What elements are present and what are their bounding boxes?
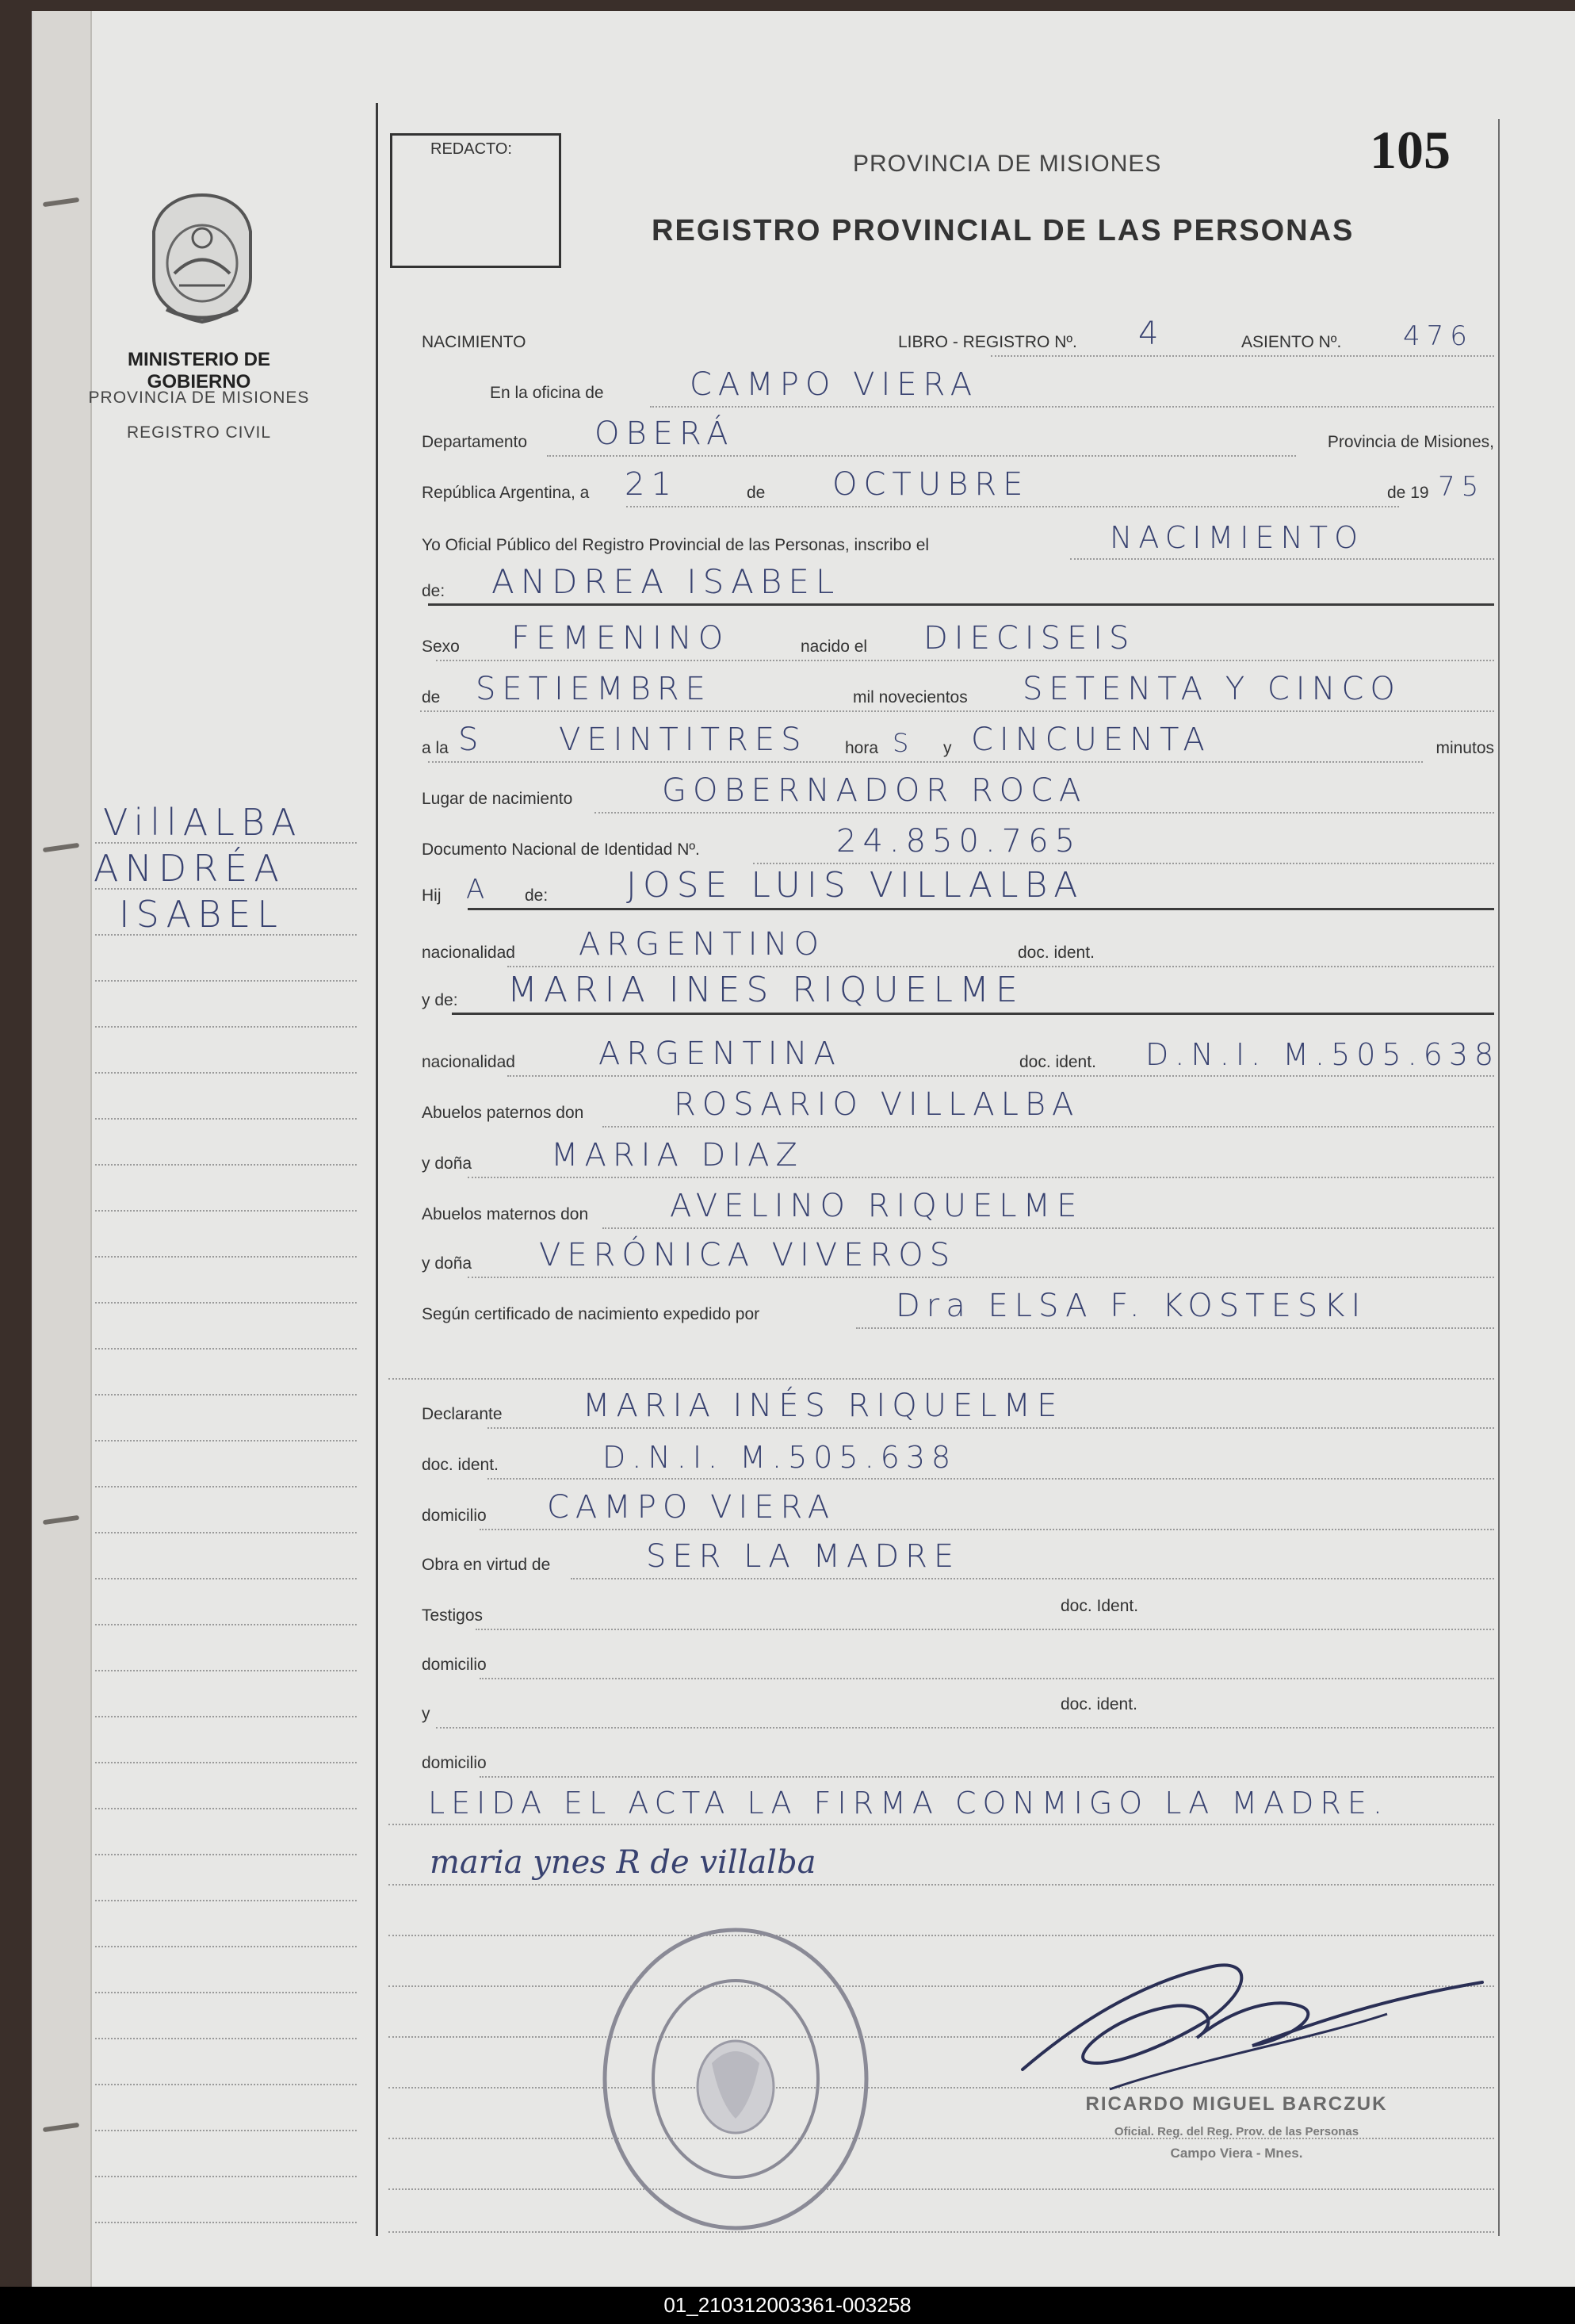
nacido-label: nacido el [801,637,868,656]
margin-note-first: ANDRÉA [94,847,285,890]
page-number: 105 [1370,120,1451,180]
docident-label: doc. ident. [1061,1695,1137,1713]
acto-value: NACIMIENTO [1110,520,1365,555]
abuelos-maternos-label: Abuelos maternos don [422,1205,589,1223]
nombre-value: ANDREA ISABEL [491,562,841,601]
rule [476,1629,1494,1630]
official-office: Campo Viera - Mnes. [1170,2146,1303,2161]
row-mes-nacimiento [388,671,1494,715]
margin-rule [95,980,357,982]
ministry-title: MINISTERIO DE GOBIERNO [127,349,270,392]
domicilio-label: domicilio [422,1507,487,1525]
de4-label: de: [525,886,549,905]
margin-rule [95,1486,357,1487]
rule [602,1126,1494,1128]
rule [436,1727,1494,1729]
row-testigo-domicilio [388,1638,1494,1683]
row-blank [388,1338,1494,1383]
rule [626,506,1399,507]
row-lugar [388,772,1494,817]
row-padre-nacionalidad [388,926,1494,971]
ydona-label: y doña [422,1154,472,1173]
binding-stitch [43,197,79,207]
nacionalidad-label: nacionalidad [422,1053,515,1071]
rule [594,812,1494,814]
nacionalidad-label: nacionalidad [422,944,515,962]
ydona-label: y doña [422,1254,472,1273]
madre-value: MARIA INES RIQUELME [507,970,1024,1010]
margin-rule [95,1992,357,1993]
margin-note-surname: VillALBA [103,801,303,844]
yde-label: y de: [422,991,458,1009]
abuelo-materno-value: AVELINO RIQUELME [670,1188,1084,1224]
margin-rule [95,1624,357,1625]
row-dni [388,823,1494,867]
leida-value: LEIDA EL ACTA LA FIRMA CONMIGO LA MADRE. [428,1786,1389,1821]
margin-rule [95,1026,357,1028]
obra-label: Obra en virtud de [422,1556,551,1574]
margin-rule [95,1118,357,1120]
rule [428,761,1423,763]
margin-rule [95,1440,357,1441]
redacto-label: REDACTO: [430,140,512,158]
form-left-rule [376,103,378,2236]
docident-label: doc. ident. [422,1456,499,1474]
row-fecha [388,466,1494,511]
alas-suffix: S [458,722,485,758]
row-declarante-domicilio [388,1489,1494,1533]
margin-note [94,799,303,937]
docident-label: doc. Ident. [1061,1597,1139,1615]
official-name: RICARDO MIGUEL BARCZUK [1085,2093,1388,2115]
minutos-value: CINCUENTA [971,722,1211,758]
margin-rule [95,1946,357,1947]
libro-value: 4 [1138,316,1165,352]
declarante-doc-value: D.N.I. M.505.638 [602,1440,958,1475]
nacido-value: DIECISEIS [923,620,1136,657]
rule [468,1277,1494,1278]
margin-rule [95,1854,357,1855]
de2-label: de: [422,582,445,600]
padre-nacionalidad-value: ARGENTINO [579,926,825,963]
margin-rule [95,1762,357,1763]
certificado-value: Dra ELSA F. KOSTESKI [896,1288,1367,1324]
rule [753,863,1494,864]
domicilio-value: CAMPO VIERA [547,1489,836,1526]
binding-stitch [43,843,79,852]
rule [388,1884,1494,1886]
margin-rule [95,2038,357,2039]
margin-rule [95,1808,357,1809]
rule [487,1427,1494,1429]
madre-doc-value: D.N.I. M.505.638 [1145,1037,1500,1072]
rule [991,355,1494,357]
row-abuela-materna [388,1237,1494,1281]
row-nombre [388,562,1494,609]
y-label: y [422,1705,430,1723]
row-blank [388,2192,1494,2236]
rule [480,1529,1494,1530]
row-testigo2 [388,1687,1494,1732]
anio-label: de 19 [1387,484,1429,502]
row-abuelo-paterno [388,1086,1494,1131]
header-province: PROVINCIA DE MISIONES [853,151,1162,177]
mil-label: mil novecientos [853,688,968,706]
lugar-value: GOBERNADOR ROCA [662,772,1088,809]
redacto-box [390,133,561,268]
oficina-label: En la oficina de [490,384,604,402]
sexo-value: FEMENINO [511,620,730,657]
rule [428,603,1494,606]
margin-rule [95,1256,357,1258]
row-obra [388,1538,1494,1583]
rule [602,1227,1494,1229]
rule [388,2188,1494,2190]
rule [507,1075,1494,1077]
horas-label: hora [845,739,879,757]
rule [547,455,1296,457]
sexo-label: Sexo [422,637,460,656]
province-crest-icon [143,190,262,325]
row-libro [388,316,1494,360]
margin-rule [95,1532,357,1533]
alas-label: a la [422,739,449,757]
abuelo-paterno-value: ROSARIO VILLALBA [674,1086,1080,1123]
testigos-label: Testigos [422,1606,484,1625]
rule [388,1378,1494,1380]
row-blank [388,1895,1494,1939]
asiento-label: ASIENTO Nº. [1241,333,1342,351]
hij-suffix: A [466,874,491,905]
rule [487,1478,1494,1480]
mes-value: OCTUBRE [832,466,1030,503]
margin-rule [95,1670,357,1671]
anio-value: 75 [1438,471,1485,503]
margin-rule [95,1348,357,1350]
margin-rule [95,1072,357,1074]
row-leida [388,1784,1494,1828]
y-label: y [943,739,952,757]
row-firma-madre [388,1844,1494,1889]
hora-value: VEINTITRES [559,722,808,758]
rule [436,660,1494,661]
form-right-rule [1498,119,1500,2236]
domicilio-label: domicilio [422,1656,487,1674]
anio-nac-value: SETENTA Y CINCO [1023,671,1401,707]
margin-rule [95,1394,357,1396]
oficina-value: CAMPO VIERA [690,366,979,403]
rule [650,406,1494,408]
docident-label: doc. ident. [1018,944,1095,962]
row-padre [388,865,1494,913]
row-declarante [388,1388,1494,1432]
rule [571,1578,1494,1579]
row-madre [388,970,1494,1018]
dia-value: 21 [625,466,678,503]
row-abuelo-materno [388,1188,1494,1232]
departamento-label: Departamento [422,433,528,451]
image-caption: 01_210312003361-003258 [0,2287,1575,2324]
binding-stitch [43,2123,79,2132]
obra-value: SER LA MADRE [646,1538,961,1575]
row-declarante-doc [388,1438,1494,1483]
abuelos-paternos-label: Abuelos paternos don [422,1104,584,1122]
hij-label: Hij [422,886,442,905]
rule [388,1935,1494,1936]
firma-madre: maria ynes R de villalba [430,1844,816,1881]
rule [468,1177,1494,1178]
margin-rule [95,1716,357,1717]
row-oficial [388,519,1494,563]
row-hora [388,722,1494,766]
row-madre-nacionalidad [388,1036,1500,1080]
margin-rule [95,842,357,844]
margin-rule [95,1210,357,1212]
margin-rule [95,2130,357,2131]
rule [480,1678,1494,1679]
abuela-paterna-value: MARIA DIAZ [551,1137,804,1173]
rule [420,710,1494,712]
docident-label: doc. ident. [1019,1053,1096,1071]
margin-rule [95,1578,357,1579]
declarante-value: MARIA INÉS RIQUELME [583,1388,1064,1424]
header-registry-title: REGISTRO PROVINCIAL DE LAS PERSONAS [652,214,1355,247]
oficial-label: Yo Oficial Público del Registro Provincial de las Personas, inscribo el [422,536,930,554]
row-oficina [388,366,1494,411]
row-testigo2-domicilio [388,1736,1494,1781]
row-abuela-paterna [388,1137,1494,1181]
margin-rule [95,2176,357,2177]
margin-rule [95,1302,357,1304]
mes-nac-value: SETIEMBRE [476,671,712,707]
rule [507,966,1494,967]
margin-rule [95,934,357,936]
madre-nacionalidad-value: ARGENTINA [598,1036,842,1072]
official-title: Oficial. Reg. del Reg. Prov. de las Personas [1114,2125,1359,2138]
margin-rule [95,2084,357,2085]
nacimiento-label: NACIMIENTO [422,333,526,351]
margin-rule [95,888,357,890]
rule [452,1013,1494,1015]
abuela-materna-value: VERÓNICA VIVEROS [539,1237,957,1273]
margin-rule [95,1900,357,1901]
ministry-registry: REGISTRO CIVIL [126,423,272,442]
ministry-province: PROVINCIA DE MISIONES [88,389,310,407]
rule [388,1824,1494,1825]
official-signature-icon [1015,1951,1490,2093]
dni-label: Documento Nacional de Identidad Nº. [422,840,700,859]
row-sexo [388,620,1494,664]
padre-value: JOSE LUIS VILLALBA [626,865,1084,905]
declarante-label: Declarante [422,1405,503,1423]
de-label: de [747,484,766,502]
row-departamento [388,415,1494,460]
registry-stamp-icon [593,1920,878,2238]
libro-label: LIBRO - REGISTRO Nº. [898,333,1077,351]
margin-rule [95,2222,357,2223]
row-certificado [388,1288,1494,1332]
provincia-suffix: Provincia de Misiones, [1327,433,1494,451]
rule [1070,558,1494,560]
minutos-label: minutos [1435,739,1494,757]
departamento-value: OBERÁ [594,415,735,452]
margin-rule [95,1164,357,1166]
rule [388,2231,1494,2233]
republica-label: República Argentina, a [422,484,590,502]
domicilio-label: domicilio [422,1754,487,1772]
binding-stitch [43,1515,79,1525]
row-testigos [388,1589,1494,1633]
asiento-value: 476 [1403,320,1474,352]
rule [480,1776,1494,1778]
dni-value: 24.850.765 [836,823,1082,860]
rule [468,908,1494,910]
de3-label: de [422,688,441,706]
margin-note-second: ISABEL [119,893,284,936]
horas-suffix: S [893,728,916,758]
rule [856,1327,1494,1329]
certificado-label: Según certificado de nacimiento expedido por [422,1305,760,1323]
lugar-label: Lugar de nacimiento [422,790,573,808]
